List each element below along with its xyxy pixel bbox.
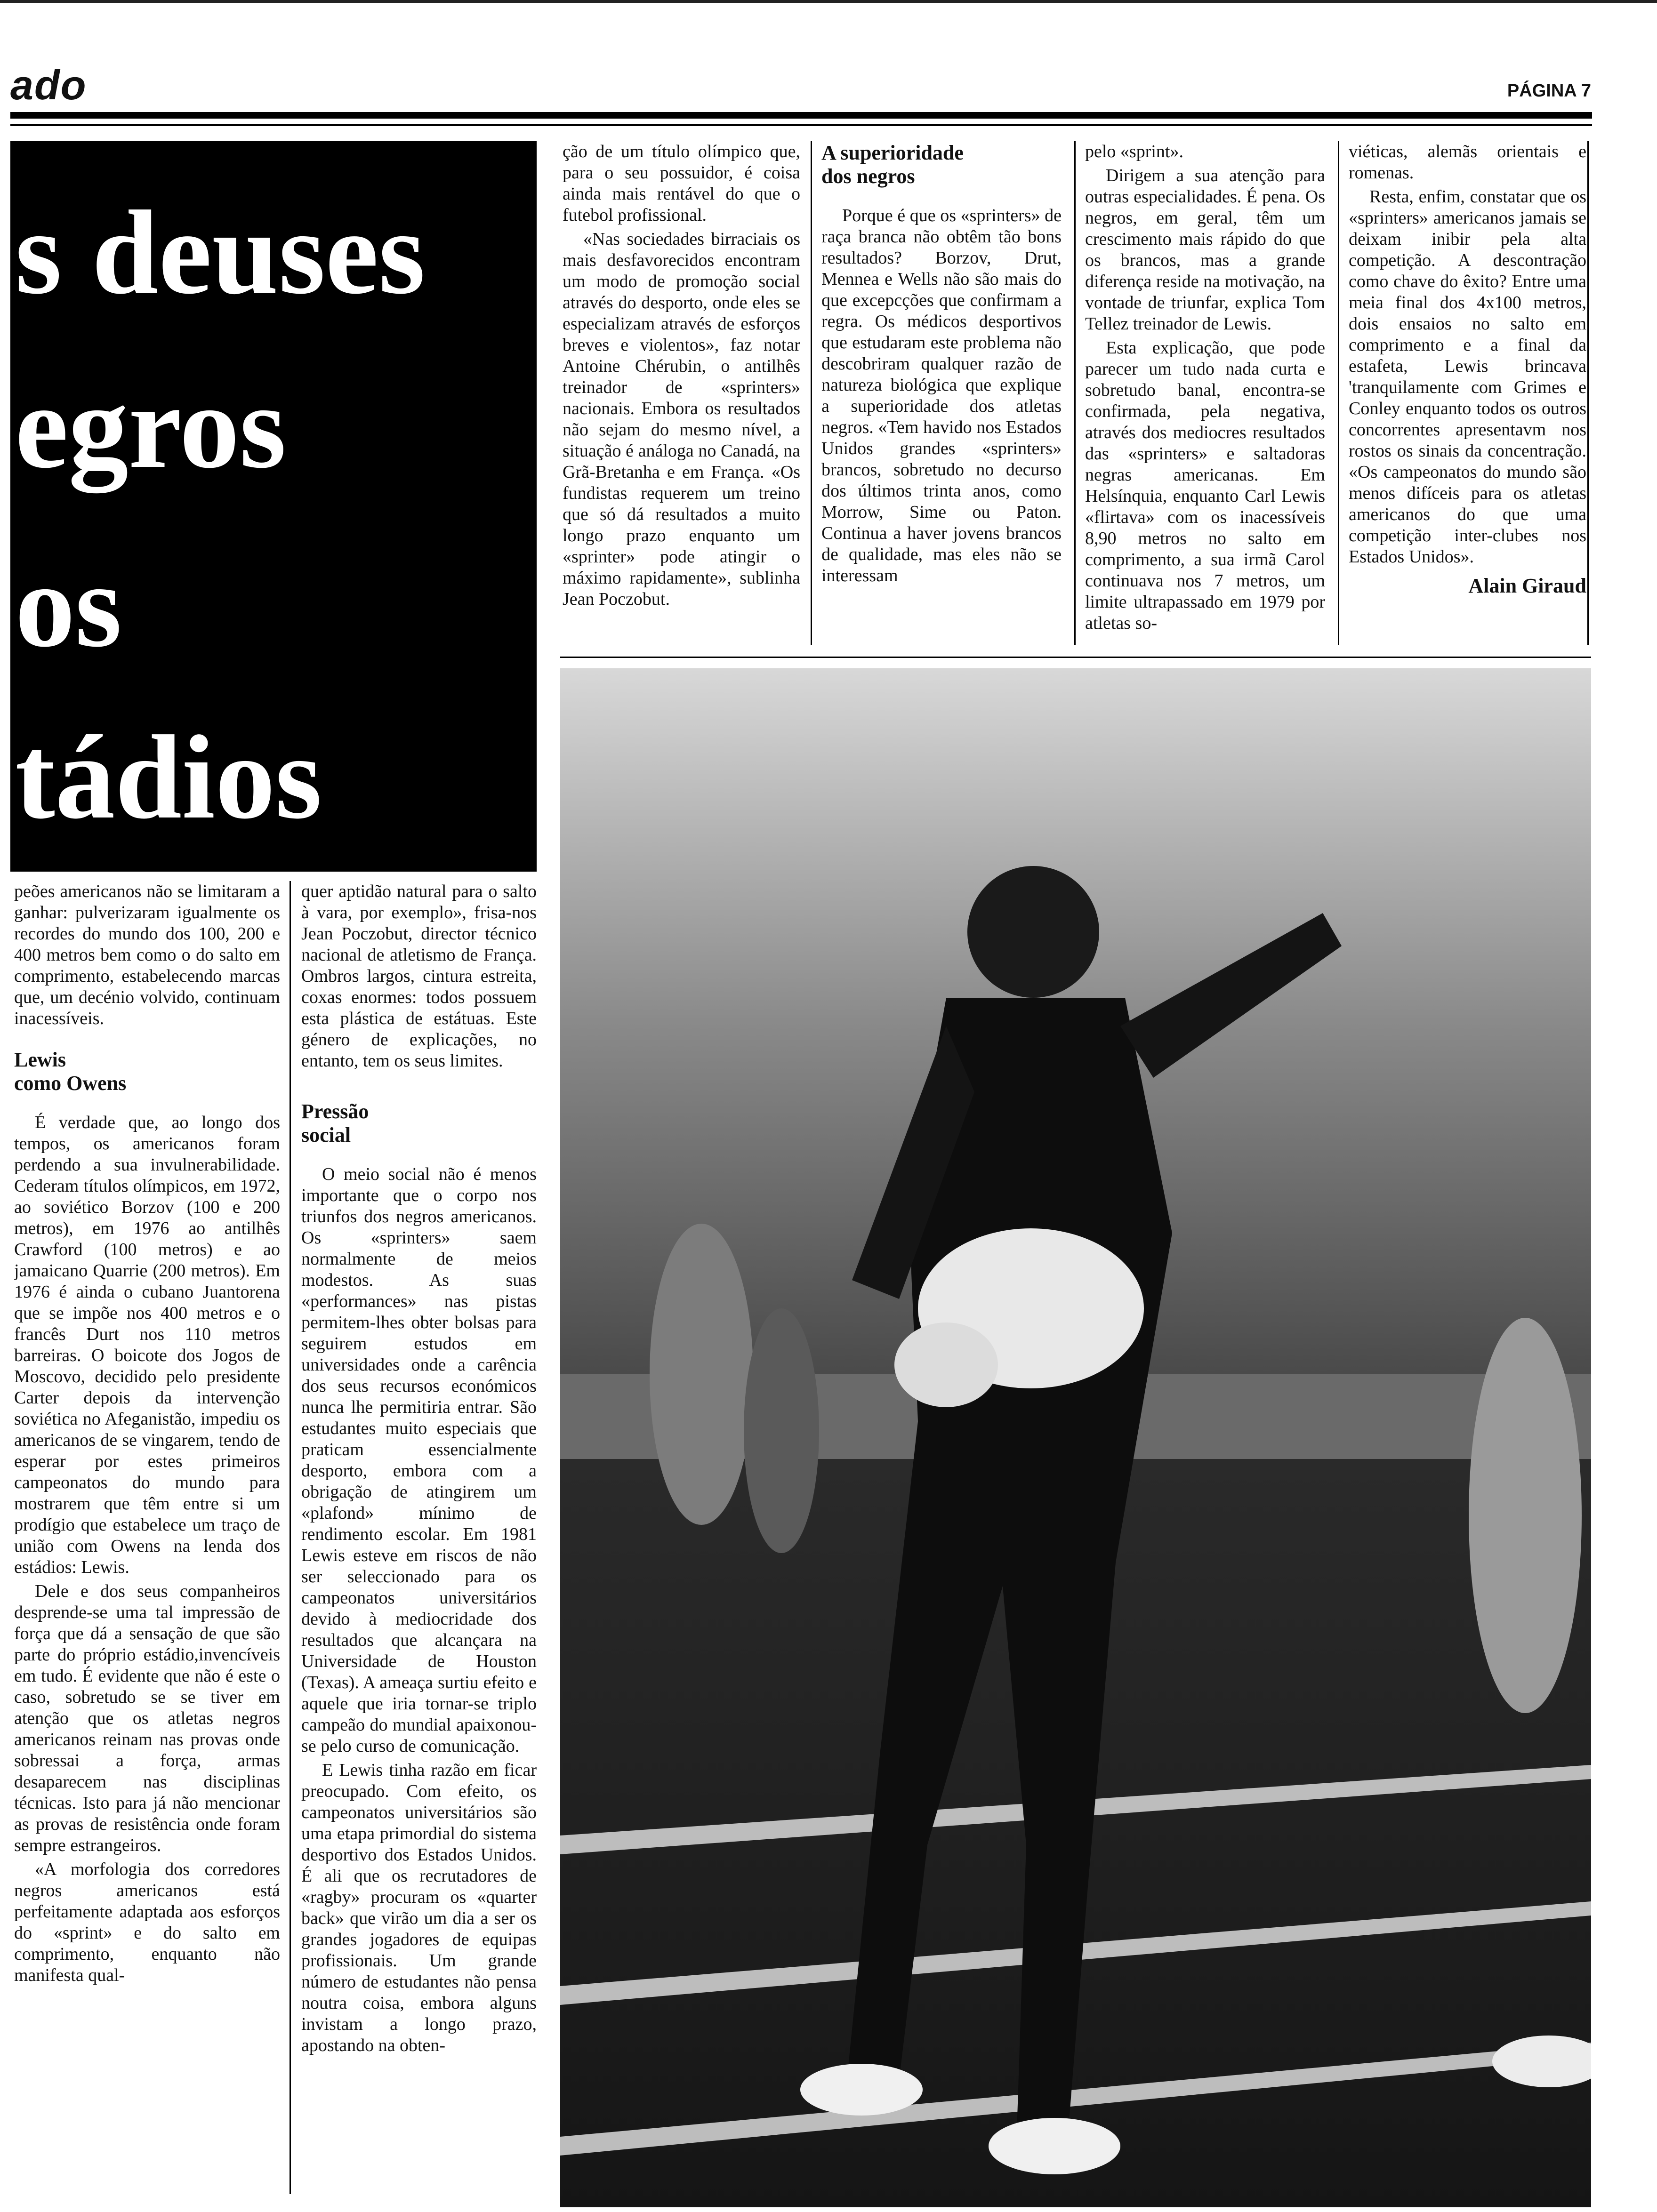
paragraph: «Nas sociedades birraciais os mais desfavorecidos encontram um modo de promoção social através do desporto, onde eles se especializam através de esforços breves e violentos», faz notar Antoine Chérubin, o antilhês treinador de «sprinters» nacionais. Embora os resultados não sejam do mesmo nível, a situação é análoga no Canadá, na Grã-Bretanha e em França. «Os fundistas requerem um treino que só dá resultados a muito longo prazo enquanto um «sprinter» pode atingir o máximo rapidamente», sublinha Jean Poczobut. [563, 229, 800, 609]
section-tag: ado [10, 62, 87, 108]
article-column-4 [821, 141, 1062, 649]
photo-top-rule [560, 657, 1591, 658]
athlete-photo-illustration [560, 668, 1591, 2207]
subhead-line: Pressão [301, 1100, 369, 1123]
subhead-line: dos negros [821, 165, 915, 188]
headline-line-2: egros [15, 361, 286, 493]
paragraph: Esta explicação, que pode parecer um tudo nada curta e sobretudo banal, encontra-se confirmada, pela negativa, através dos mediocres resultados das «sprinters» e saltadoras negras americanas. Em Helsínquia, enquanto Carl Lewis «flirtava» com os inacessíveis 8,90 metros no salto em comprimento, a sua irmã Carol continuava nos 7 metros, um limite ultrapassado em 1979 por atletas so- [1085, 338, 1325, 633]
header-rule-thin [10, 124, 1592, 126]
column-divider [1074, 141, 1076, 645]
paragraph: E Lewis tinha razão em ficar preocupado. Com efeito, os campeonatos universitários são uma etapa primordial do sistema desportivo dos Estados Unidos. É ali que os recrutadores de «ragby» procuram os «quarter back» que virão um dia a ser os grandes jogadores de equipas profissionais. Um grande número de estudantes não pensa noutra coisa, embora alguns invistam a longo prazo, apostando na obten- [301, 1760, 537, 2055]
paragraph: Resta, enfim, constatar que os «sprinters» americanos jamais se deixam inibir pela alta competição. A descontração como chave do êxito? Entre uma meia final dos 4x100 metros, dois ensaios no salto em comprimento e a final da estafeta, Lewis brincava 'tranquilamente com Grimes e Conley enquanto todos os outros concorrentes apresentavm nos rostos os sinais da concentração. «Os campeonatos do mundo são menos difíceis para os atletas americanos do que uma competição inter-clubes nos Estados Unidos». [1349, 187, 1586, 567]
byline: Alain Giraud [1468, 574, 1586, 597]
subhead-line: como Owens [14, 1072, 127, 1095]
article-column-1 [14, 881, 280, 2208]
article-column-2 [301, 881, 537, 2208]
column-divider [1338, 141, 1339, 645]
paragraph: peões americanos não se limitaram a ganhar: pulverizaram igualmente os recordes do mundo dos 100, 200 e 400 metros bem como o do salto em comprimento, estabelecendo marcas que, um decénio volvido, continuam inacessíveis. [14, 882, 280, 1028]
paragraph: «A morfologia dos corredores negros americanos está perfeitamente adaptada aos esforços do «sprint» e do salto em comprimento, enquanto não manifesta qual- [14, 1859, 280, 1985]
paragraph: viéticas, alemãs orientais e romenas. [1349, 142, 1586, 183]
paragraph: É verdade que, ao longo dos tempos, os americanos foram perdendo a sua invulnerabilidade. Cederam títulos olímpicos, em 1972, ao soviético Borzov (100 e 200 metros), em 1976 ao antilhês Crawford (100 metros) e ao jamaicano Quarrie (200 metros). Em 1976 é ainda o cubano Juantorena que se impõe nos 400 metros e o francês Durt nos 110 metros barreiras. O boicote dos Jogos de Moscovo, decidido pelo presidente Carter depois da intervenção soviética no Afeganistão, impediu os americanos de se vingarem, tendo de esperar por estes primeiros campeonatos do mundo para mostrarem que têm entre si um prodígio que estabelece um traço de união com Owens na lenda dos estádios: Lewis. [14, 1113, 280, 1577]
subhead-pressao-social [301, 1100, 537, 1147]
subhead-superioridade [821, 141, 1062, 188]
subhead-lewis-owens [14, 1048, 280, 1095]
subhead-line: Lewis [14, 1048, 66, 1071]
subhead-line: social [301, 1123, 351, 1146]
paragraph: pelo «sprint». [1085, 142, 1183, 161]
headline-line-1: s deuses [15, 186, 426, 319]
column-divider [290, 881, 291, 2194]
paragraph: ção de um título olímpico que, para o seu possuidor, é coisa ainda mais rentável do que o futebol profissional. [563, 142, 800, 225]
column-divider [811, 141, 812, 645]
paragraph: Dirigem a sua atenção para outras especialidades. É pena. Os negros, em geral, têm um crescimento mais rápido do que os brancos, mas a grande diferença reside na motivação, na vontade de triunfar, explica Tom Tellez treinador de Lewis. [1085, 166, 1325, 334]
page-number: PÁGINA 7 [1507, 81, 1591, 101]
header-rule-thick [10, 112, 1592, 119]
paragraph: O meio social não é menos importante que o corpo nos triunfos dos negros americanos. Os «sprinters» saem normalmente de meios modestos. As suas «performances» nas pistas permitem-lhes obter bolsas para seguirem estudos em universidades onde a carência dos seus recursos económicos nunca lhe permitiria entrar. São estudantes muito especiais que praticam essencialmente desporto, embora com a obrigação de atingirem um «plafond» mínimo de rendimento escolar. Em 1981 Lewis esteve em riscos de não ser seleccionado para os campeonatos universitários devido à mediocridade dos resultados que alcançara na Universidade de Houston (Texas). A ameaça surtiu efeito e aquele que iria tornar-se triplo campeão do mundial apaixonou-se pelo curso de comunicação. [301, 1164, 537, 1756]
athlete-photo [560, 668, 1591, 2207]
article-column-3 [563, 141, 800, 649]
headline-line-4: tádios [15, 711, 322, 844]
subhead-line: A superioridade [821, 141, 964, 164]
top-rule [0, 0, 1657, 3]
headline-line-3: os [15, 539, 122, 672]
paragraph: Dele e dos seus companheiros desprende-se uma tal impressão de força que dá a sensação de que são parte do próprio estádio,invencíveis em tudo. É evidente que não é este o caso, sobretudo se se tiver em atenção que os atletas negros americanos reinam nas provas onde sobressai a força, armas desaparecem nas disciplinas técnicas. Isto para já não mencionar as provas de resistência onde foram sempre estrangeiros. [14, 1581, 280, 1855]
paragraph: quer aptidão natural para o salto à vara, por exemplo», frisa-nos Jean Poczobut, director técnico nacional de atletismo de França. Ombros largos, cintura estreita, coxas enormes: todos possuem esta plástica de estátuas. Este género de explicações, no entanto, tem os seus limites. [301, 882, 537, 1071]
article-column-5 [1085, 141, 1325, 649]
article-column-6 [1349, 141, 1586, 649]
headline-block [10, 141, 537, 872]
paragraph: Porque é que os «sprinters» de raça branca não obtêm tão bons resultados? Borzov, Drut, Mennea e Wells não são mais do que excepcções que confirmam a regra. Os médicos desportivos que estudaram este problema não descobriram qualquer razão de natureza biológica que explique a superioridade dos atletas negros. «Tem havido nos Estados Unidos grandes «sprinters» brancos, sobretudo no decurso dos últimos trinta anos, como Morrow, Sime ou Paton. Continua a haver jovens brancos de qualidade, mas eles não se interessam [821, 206, 1062, 585]
column-divider [1587, 141, 1589, 645]
